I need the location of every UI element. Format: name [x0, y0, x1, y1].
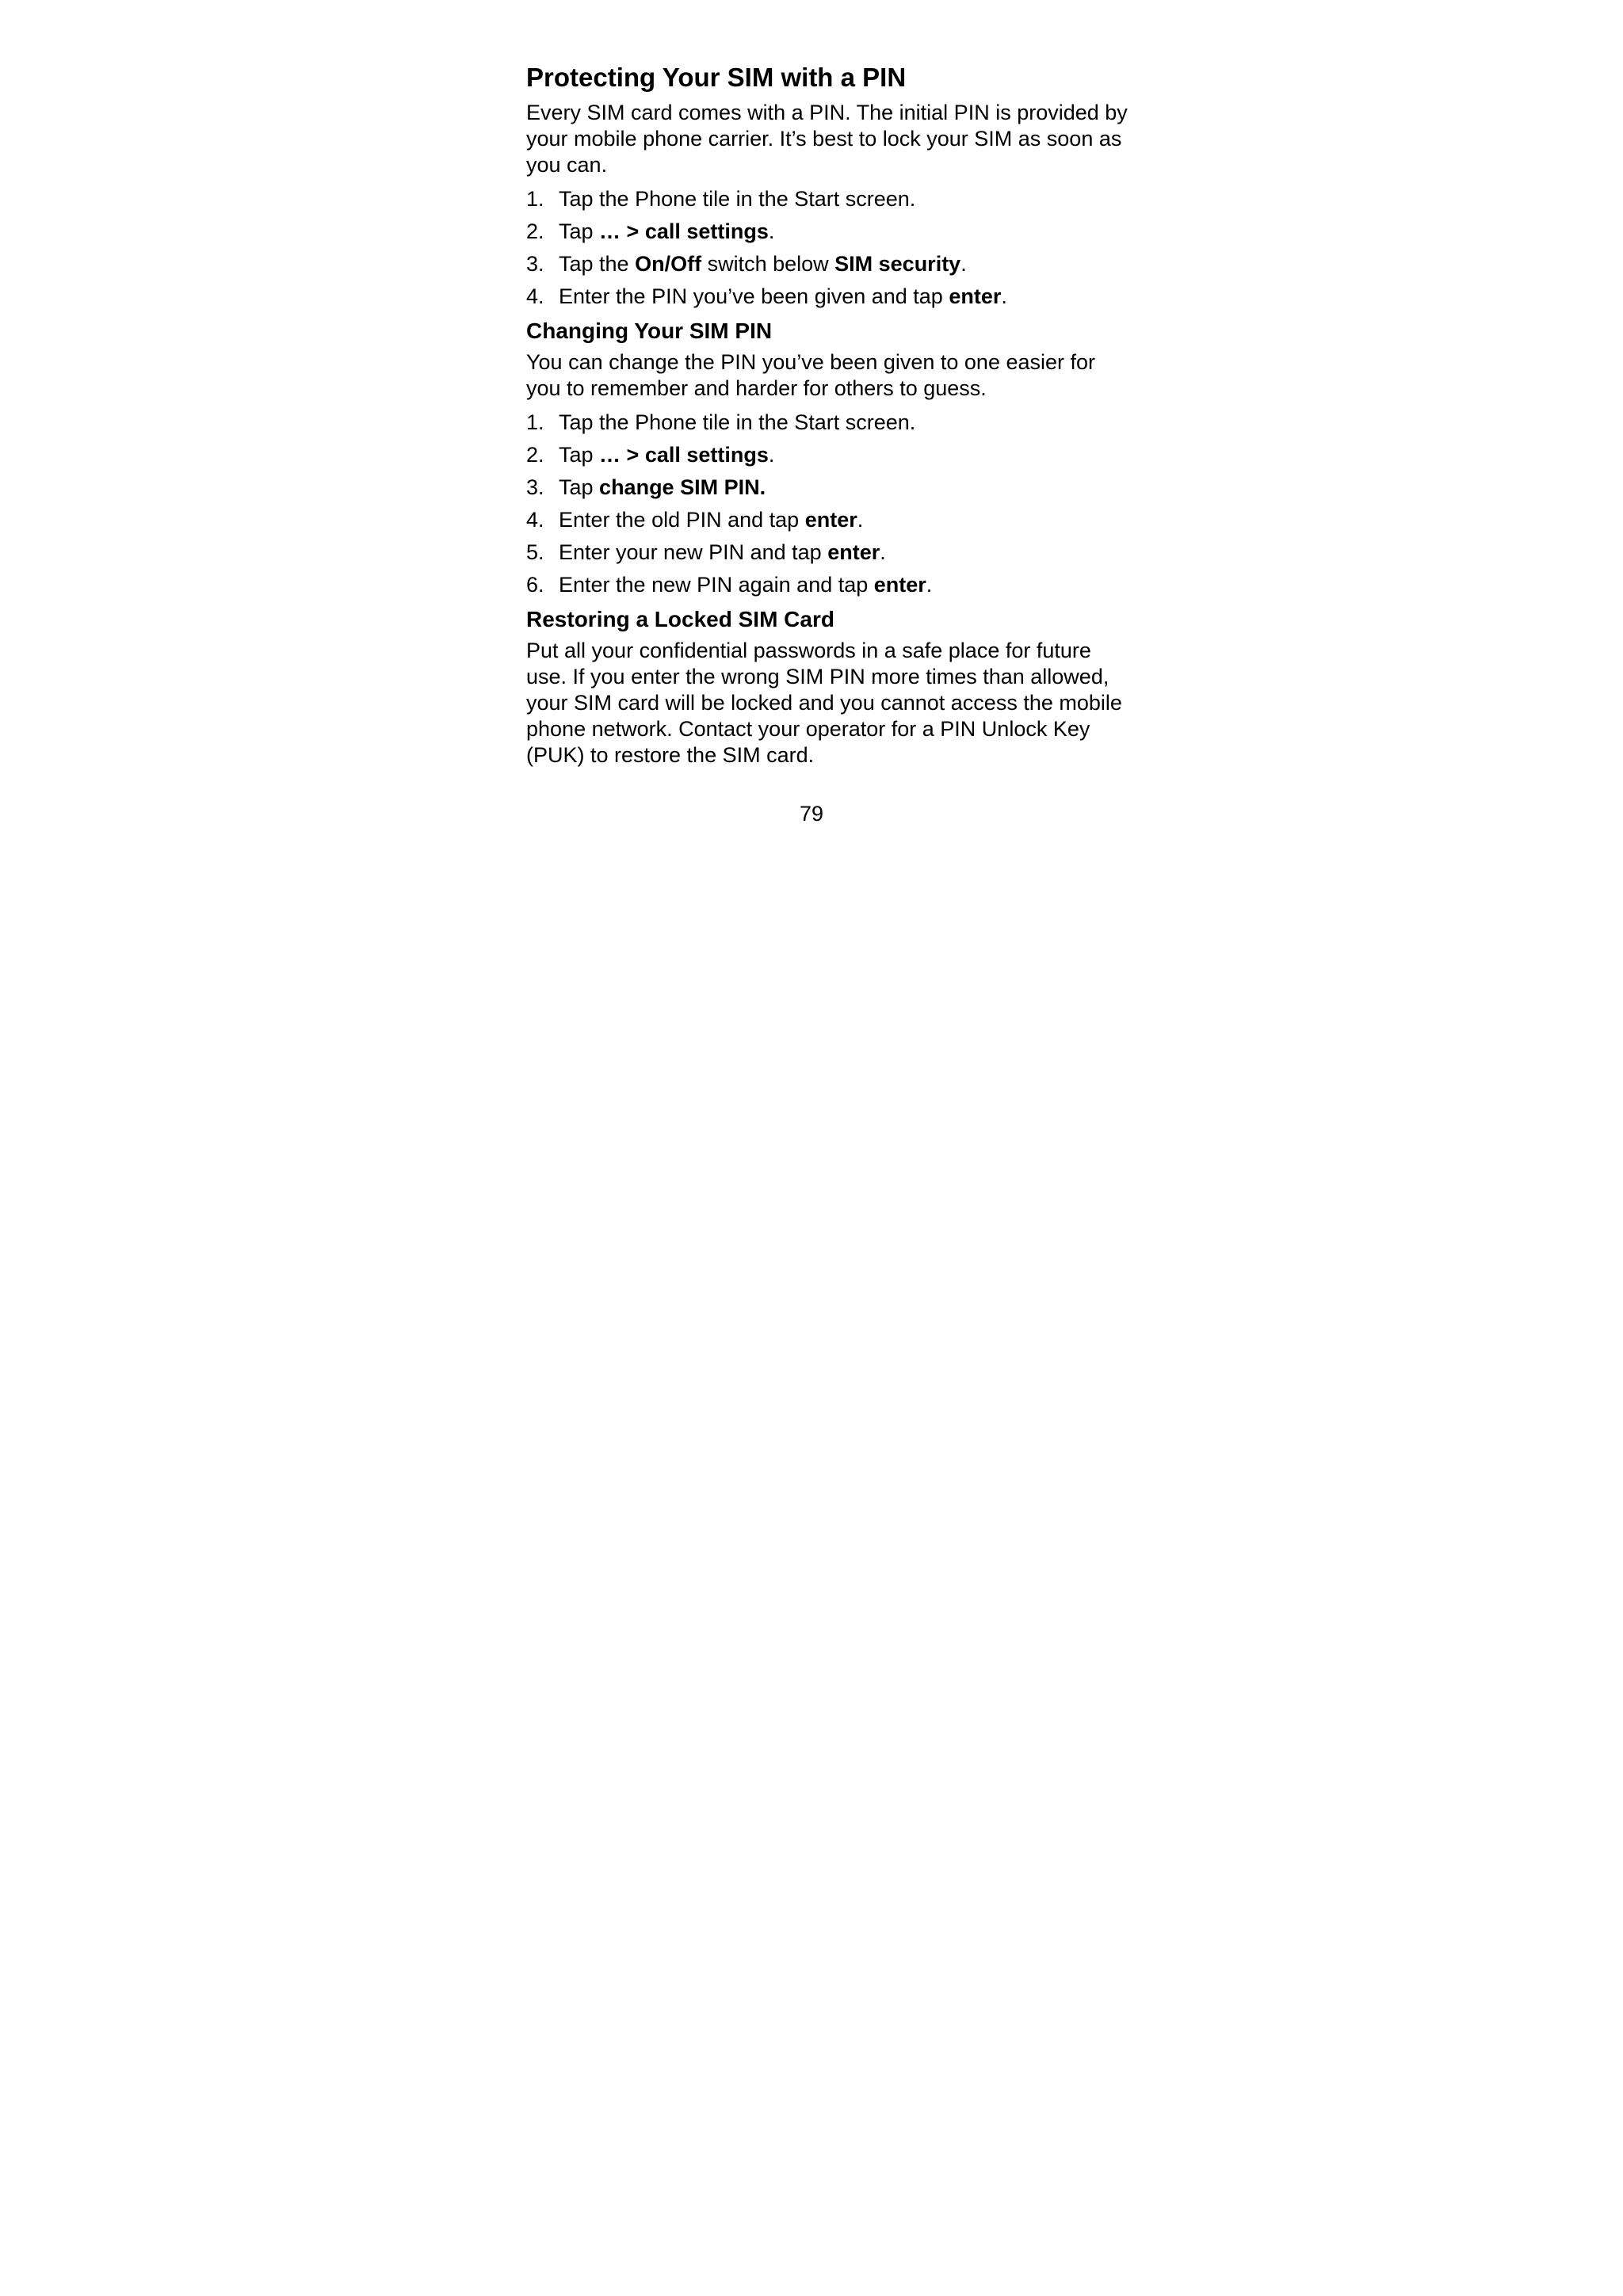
step-text: Enter your new PIN and tap enter. [559, 540, 886, 564]
section-intro-restoring-sim: Put all your confidential passwords in a safe place for future use. If you enter the wrong SIM PIN more times than allowed, your SIM card will be locked and you cannot access the mobile phone network. Contact your operator for a PIN Unlock Key (PUK) to restore the SIM card. [526, 639, 1122, 767]
step-number: 3. [526, 475, 544, 499]
list-item [526, 280, 1128, 313]
step-text: Tap the On/Off switch below SIM security. [559, 252, 967, 276]
step-number: 6. [526, 573, 544, 597]
step-text: Tap the Phone tile in the Start screen. [559, 187, 916, 211]
step-text: Tap change SIM PIN. [559, 475, 766, 499]
section-heading-restoring-sim: Restoring a Locked SIM Card [526, 607, 834, 631]
list-item [526, 536, 1128, 569]
list-item [526, 504, 1128, 536]
page-number: 79 [799, 802, 824, 826]
step-text: Tap … > call settings. [559, 219, 775, 243]
step-number: 2. [526, 219, 544, 243]
list-item [526, 183, 1128, 215]
step-number: 4. [526, 284, 544, 308]
step-number: 1. [526, 187, 544, 211]
step-number: 1. [526, 410, 544, 434]
document-page [526, 59, 1128, 773]
list-item [526, 471, 1128, 504]
step-text: Enter the PIN you’ve been given and tap enter. [559, 284, 1007, 308]
list-item [526, 569, 1128, 601]
list-item [526, 248, 1128, 280]
step-text: Enter the old PIN and tap enter. [559, 508, 864, 532]
list-item [526, 406, 1128, 439]
section-heading-protecting-sim: Protecting Your SIM with a PIN [526, 63, 907, 92]
step-number: 3. [526, 252, 544, 276]
step-number: 4. [526, 508, 544, 532]
steps-list-protecting-sim [526, 183, 1128, 313]
section-intro-protecting-sim: Every SIM card comes with a PIN. The initial PIN is provided by your mobile phone carrier. It’s best to lock your SIM as soon as you can. [526, 101, 1128, 177]
step-text: Tap the Phone tile in the Start screen. [559, 410, 916, 434]
section-intro-changing-pin: You can change the PIN you’ve been given to one easier for you to remember and harder for others to guess. [526, 350, 1096, 400]
step-number: 2. [526, 443, 544, 467]
section-heading-changing-pin: Changing Your SIM PIN [526, 318, 773, 343]
step-text: Enter the new PIN again and tap enter. [559, 573, 933, 597]
steps-list-changing-pin [526, 406, 1128, 601]
list-item [526, 439, 1128, 471]
step-text: Tap … > call settings. [559, 443, 775, 467]
step-number: 5. [526, 540, 544, 564]
list-item [526, 215, 1128, 248]
